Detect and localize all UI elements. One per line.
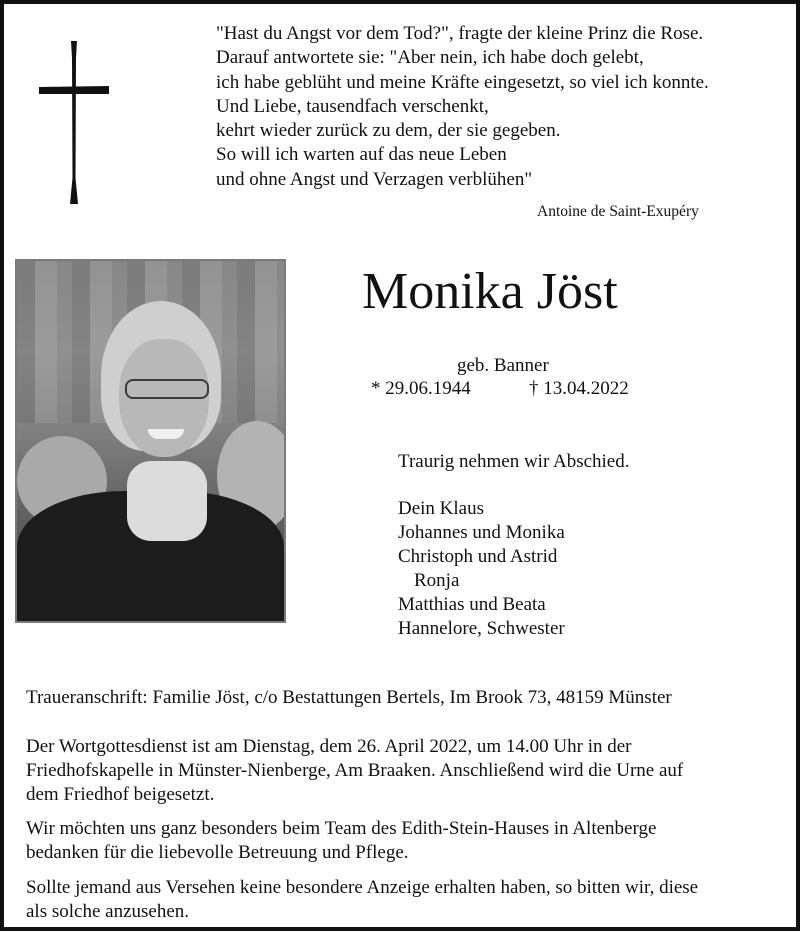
service-paragraph	[26, 735, 776, 807]
farewell-text: Traurig nehmen wir Abschied.	[398, 451, 630, 472]
mourning-address: Traueranschrift: Familie Jöst, c/o Bestattungen Bertels, Im Brook 73, 48159 Münster	[26, 687, 672, 708]
mourner-name: Dein Klaus	[398, 498, 485, 519]
mourner-name: Johannes und Monika	[398, 522, 565, 543]
paragraph-line: Sollte jemand aus Versehen keine besondere Anzeige erhalten haben, so bitten wir, diese	[26, 877, 699, 898]
poem-quote	[216, 22, 786, 192]
poem-line: Und Liebe, tausendfach verschenkt,	[216, 95, 489, 117]
birth-name: geb. Banner	[457, 355, 549, 376]
mourner-name: Matthias und Beata	[398, 594, 546, 615]
paragraph-line: Der Wortgottesdienst ist am Dienstag, dem 26. April 2022, um 14.00 Uhr in der	[26, 736, 632, 757]
thanks-paragraph	[26, 817, 776, 865]
photo-smile	[148, 429, 184, 439]
paragraph-line: bedanken für die liebevolle Betreuung und Pflege.	[26, 842, 409, 863]
paragraph-line: als solche anzusehen.	[26, 901, 190, 922]
mourner-name: Christoph und Astrid	[398, 546, 558, 567]
paragraph-line: dem Friedhof beigesetzt.	[26, 784, 215, 805]
poem-line: ich habe geblüht und meine Kräfte eingesetzt, so viel ich konnte.	[216, 71, 709, 93]
mourners-list	[398, 497, 565, 641]
birth-date: * 29.06.1944	[371, 378, 471, 399]
cross-icon	[39, 38, 109, 208]
mourner-name: Ronja	[414, 570, 460, 591]
poem-line: und ohne Angst und Verzagen verblühen"	[216, 168, 533, 190]
paragraph-line: Friedhofskapelle in Münster-Nienberge, Am Braaken. Anschließend wird die Urne auf	[26, 760, 684, 781]
poem-line: So will ich warten auf das neue Leben	[216, 144, 507, 166]
deceased-name: Monika Jöst	[362, 263, 618, 320]
poem-line: Darauf antwortete sie: "Aber nein, ich habe doch gelebt,	[216, 47, 644, 69]
portrait-photo	[15, 259, 286, 623]
photo-scarf	[127, 461, 207, 541]
poem-line: kehrt wieder zurück zu dem, der sie gegeben.	[216, 120, 561, 142]
death-date: † 13.04.2022	[529, 378, 629, 399]
photo-glasses	[125, 379, 209, 399]
mourner-name: Hannelore, Schwester	[398, 618, 565, 639]
poem-line: "Hast du Angst vor dem Tod?", fragte der kleine Prinz die Rose.	[216, 23, 704, 44]
paragraph-line: Wir möchten uns ganz besonders beim Team des Edith-Stein-Hauses in Altenberge	[26, 818, 657, 839]
poem-author: Antoine de Saint-Exupéry	[537, 203, 699, 220]
notice-paragraph	[26, 876, 776, 924]
